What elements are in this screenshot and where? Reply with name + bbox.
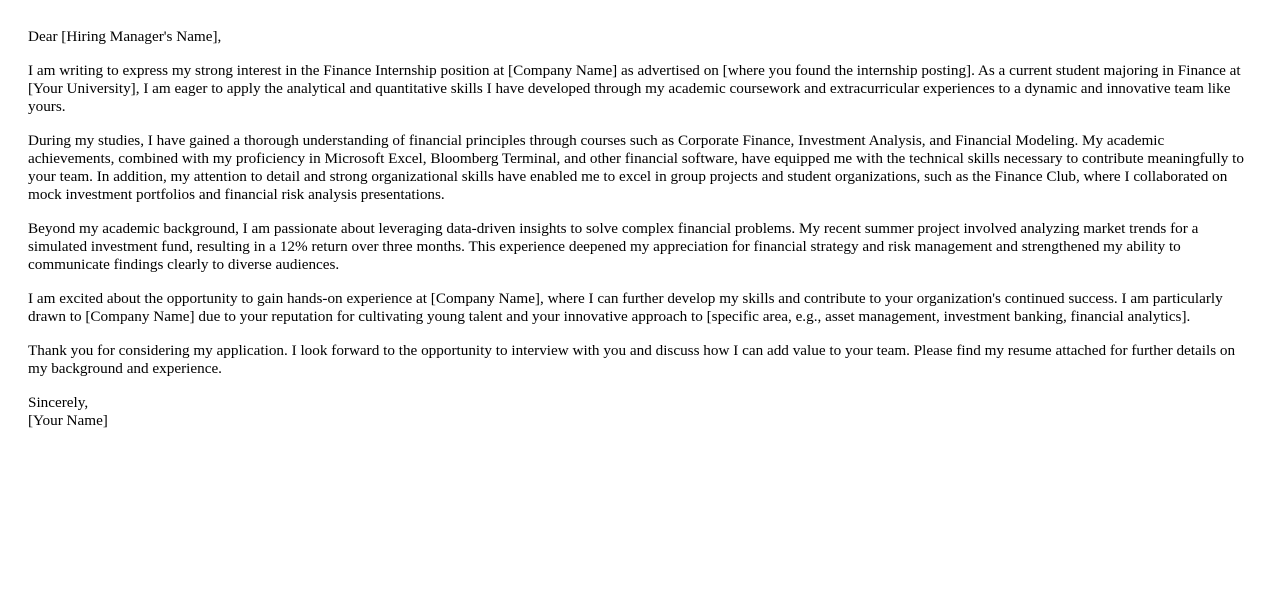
signoff-block xyxy=(28,394,1254,430)
closing: Sincerely, xyxy=(28,394,89,411)
paragraph-opportunity: I am excited about the opportunity to gain hands-on experience at [Company Name], where I can further develop my skills and contribute to your organization's continued success. I am particularly drawn to [Company Name] due to your reputation for cultivating young talent and your innovative approach to [specific area, e.g., asset management, investment banking, financial analytics]. xyxy=(28,290,1223,325)
salutation: Dear [Hiring Manager's Name], xyxy=(28,28,222,45)
signature: [Your Name] xyxy=(28,412,108,429)
paragraph-studies: During my studies, I have gained a thorough understanding of financial principles through courses such as Corporate Finance, Investment Analysis, and Financial Modeling. My academic achievements, combined with my proficiency in Microsoft Excel, Bloomberg Terminal, and other financial software, have equipped me with the technical skills necessary to contribute meaningfully to your team. In addition, my attention to detail and strong organizational skills have enabled me to excel in group projects and student organizations, such as the Finance Club, where I collaborated on mock investment portfolios and financial risk analysis presentations. xyxy=(28,132,1244,203)
paragraph-thanks: Thank you for considering my application. I look forward to the opportunity to interview with you and discuss how I can add value to your team. Please find my resume attached for further details on my background and experience. xyxy=(28,342,1236,377)
paragraph-intro: I am writing to express my strong interest in the Finance Internship position at [Company Name] as advertised on [where you found the internship posting]. As a current student majoring in Finance at [Your University], I am eager to apply the analytical and quantitative skills I have developed through my academic coursework and extracurricular experiences to a dynamic and innovative team like yours. xyxy=(28,62,1241,115)
paragraph-background: Beyond my academic background, I am passionate about leveraging data-driven insights to solve complex financial problems. My recent summer project involved analyzing market trends for a simulated investment fund, resulting in a 12% return over three months. This experience deepened my appreciation for financial strategy and risk management and strengthened my ability to communicate findings clearly to diverse audiences. xyxy=(28,220,1199,273)
cover-letter xyxy=(28,28,1254,430)
